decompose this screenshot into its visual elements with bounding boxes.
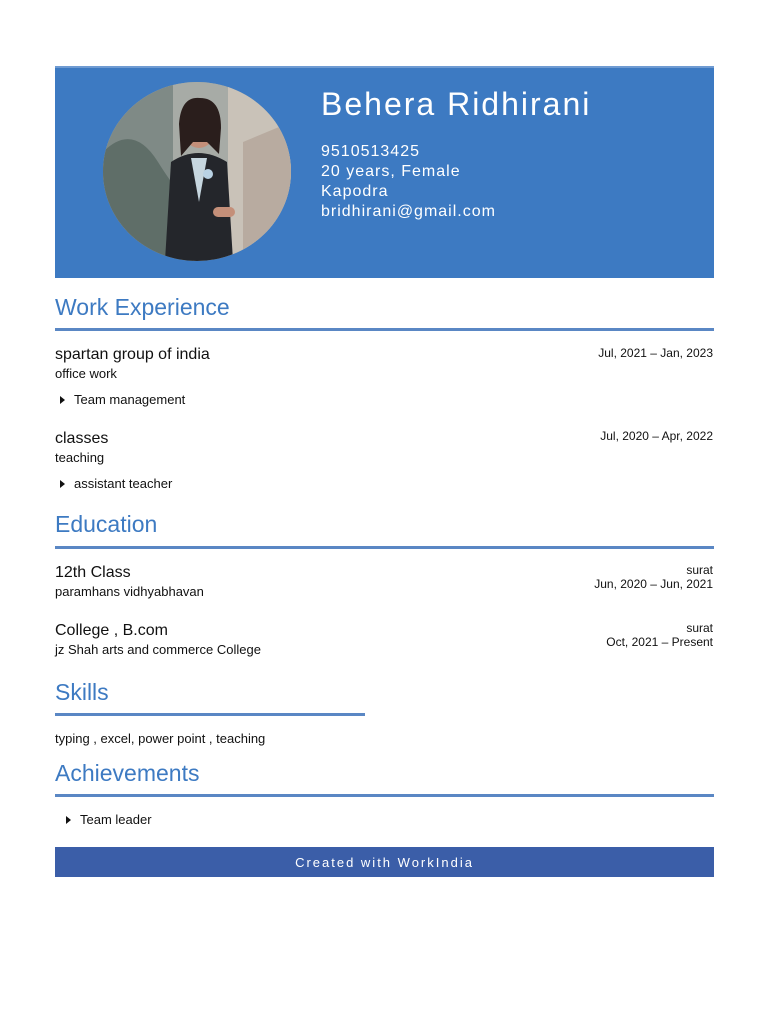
work-bullet: [60, 476, 172, 491]
skills-heading: Skills: [55, 679, 109, 705]
bullet-triangle-icon: [60, 480, 65, 488]
created-with-footer: Created with WorkIndia: [55, 847, 714, 877]
education-divider: [55, 546, 714, 549]
work-experience-heading: Work Experience: [55, 294, 230, 320]
education-location: surat: [686, 621, 713, 635]
work-bullet: [60, 392, 185, 407]
achievement-text: Team leader: [80, 812, 152, 827]
work-experience-divider: [55, 328, 714, 331]
achievement-bullet: [66, 812, 152, 827]
work-dates: Jul, 2020 – Apr, 2022: [600, 429, 713, 443]
education-heading: Education: [55, 511, 158, 537]
education-degree: 12th Class: [55, 564, 131, 581]
profile-photo-illustration: [103, 82, 291, 261]
education-location: surat: [686, 563, 713, 577]
bullet-triangle-icon: [60, 396, 65, 404]
candidate-name: Behera Ridhirani: [321, 86, 592, 122]
education-dates: Oct, 2021 – Present: [606, 635, 713, 649]
email-address: bridhirani@gmail.com: [321, 203, 496, 220]
education-school: paramhans vidhyabhavan: [55, 584, 204, 599]
location: Kapodra: [321, 183, 389, 200]
work-bullet-text: assistant teacher: [74, 476, 173, 491]
skills-list: typing , excel, power point , teaching: [55, 731, 266, 746]
education-degree: College , B.com: [55, 622, 168, 639]
work-dates: Jul, 2021 – Jan, 2023: [598, 346, 713, 360]
education-dates: Jun, 2020 – Jun, 2021: [594, 577, 713, 591]
phone-number: 9510513425: [321, 143, 420, 160]
work-role: office work: [55, 366, 117, 381]
work-bullet-text: Team management: [74, 392, 186, 407]
contact-info: [321, 142, 496, 222]
work-role: teaching: [55, 450, 105, 465]
education-school: jz Shah arts and commerce College: [55, 642, 261, 657]
work-company: classes: [55, 430, 109, 447]
achievements-divider: [55, 794, 714, 797]
skills-divider: [55, 713, 365, 716]
bullet-triangle-icon: [66, 816, 71, 824]
work-company: spartan group of india: [55, 346, 210, 363]
profile-photo: [103, 82, 291, 261]
achievements-heading: Achievements: [55, 760, 200, 786]
age-gender: 20 years, Female: [321, 163, 461, 180]
profile-header: [55, 66, 714, 278]
